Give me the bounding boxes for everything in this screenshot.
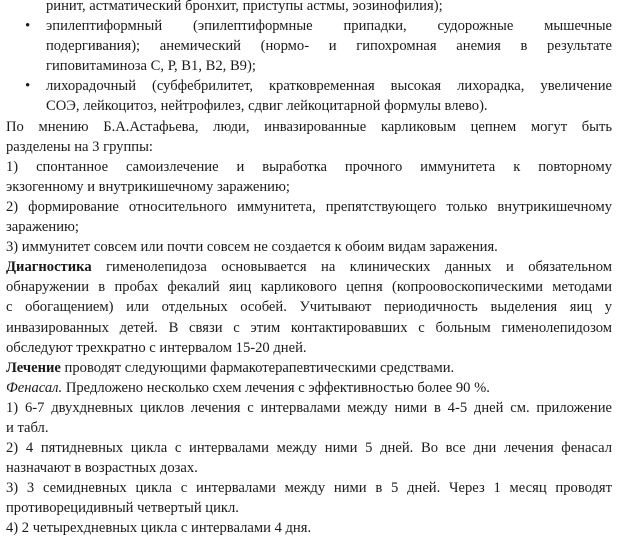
treatment-line	[6, 358, 612, 378]
text-line: и табл.	[6, 419, 49, 436]
text-line: назначают в возрастных дозах.	[6, 460, 198, 477]
bullet-icon: •	[25, 18, 31, 35]
text-line: эпилептиформный (эпилептиформные припадки, судорожные мышечные	[46, 18, 612, 35]
text-line: ринит, астматический бронхит, приступы астмы, эозинофилия);	[46, 0, 443, 14]
text-line: гиповитаминоза С, Р, В1, В2, В9);	[46, 58, 256, 75]
text-line: инвазированных детей. В связи с этим контактировавших с больным гименолепидозом	[6, 319, 612, 336]
text-line: 4) 2 четырехдневных цикла с интервалами 4 дня.	[6, 520, 312, 537]
text-line: с обогащением) или отдельных особей. Учитывают периодичность выделения яиц у	[6, 299, 612, 316]
drug-name: Фенасал.	[6, 379, 63, 396]
text-line: заражению;	[6, 219, 79, 236]
text-line: 3) 3 семидневных цикла с интервалами между ними в 5 дней. Через 1 месяц проводят	[6, 480, 612, 497]
text-line: экзогенному и внутрикишечному заражению;	[6, 178, 290, 195]
bullet-item	[6, 16, 612, 36]
text-line: обнаружении в пробах фекалий яиц карликового цепня (копроовоскопическими методами	[6, 279, 612, 296]
bullet-icon: •	[25, 78, 31, 95]
document-page	[6, 0, 612, 539]
diagnostics-line	[6, 257, 612, 277]
text-line: По мнению Б.А.Астафьева, люди, инвазированные карликовым цепнем могут быть	[6, 118, 612, 135]
text-line: противорецидивный четвертый цикл.	[6, 500, 239, 517]
text-line: подергивания); анемический (нормо- и гипохромная анемия в результате	[46, 38, 612, 55]
text-line: 1) спонтанное самоизлечение и выработка прочного иммунитета к повторному	[6, 158, 612, 175]
text-line: 3) иммунитет совсем или почти совсем не создается к обоим видам заражения.	[6, 239, 498, 256]
text-line: 2) 4 пятидневных цикла с интервалами между ними 5 дней. Во все дни лечения фенасал	[6, 440, 612, 457]
text-fragment: проводят следующими фармакотерапевтическими средствами.	[60, 359, 455, 376]
treatment-heading: Лечение	[6, 359, 61, 376]
text-fragment: Предложено несколько схем лечения с эффективностью более 90 %.	[62, 379, 490, 396]
bullet-item	[6, 76, 612, 96]
text-line: 2) формирование относительного иммунитета, препятствующего только внутрикишечному	[6, 198, 612, 215]
text-line: обследуют трехкратно с интервалом 15-20 дней.	[6, 339, 307, 356]
text-line: разделены на 3 группы:	[6, 138, 153, 155]
text-line: 1) 6-7 двухдневных циклов лечения с интервалами между ними в 4-5 дней см. приложение	[6, 399, 612, 416]
text-fragment: гименолепидоза основывается на клинических данных и обязательном	[91, 259, 612, 276]
text-line: СОЭ, лейкоцитоз, нейтрофилез, сдвиг лейкоцитарной формулы влево).	[46, 98, 488, 115]
diagnostics-heading: Диагностика	[6, 259, 92, 276]
text-line: лихорадочный (субфебрилитет, кратковременная высокая лихорадка, увеличение	[46, 78, 612, 95]
fenasal-line	[6, 378, 612, 398]
